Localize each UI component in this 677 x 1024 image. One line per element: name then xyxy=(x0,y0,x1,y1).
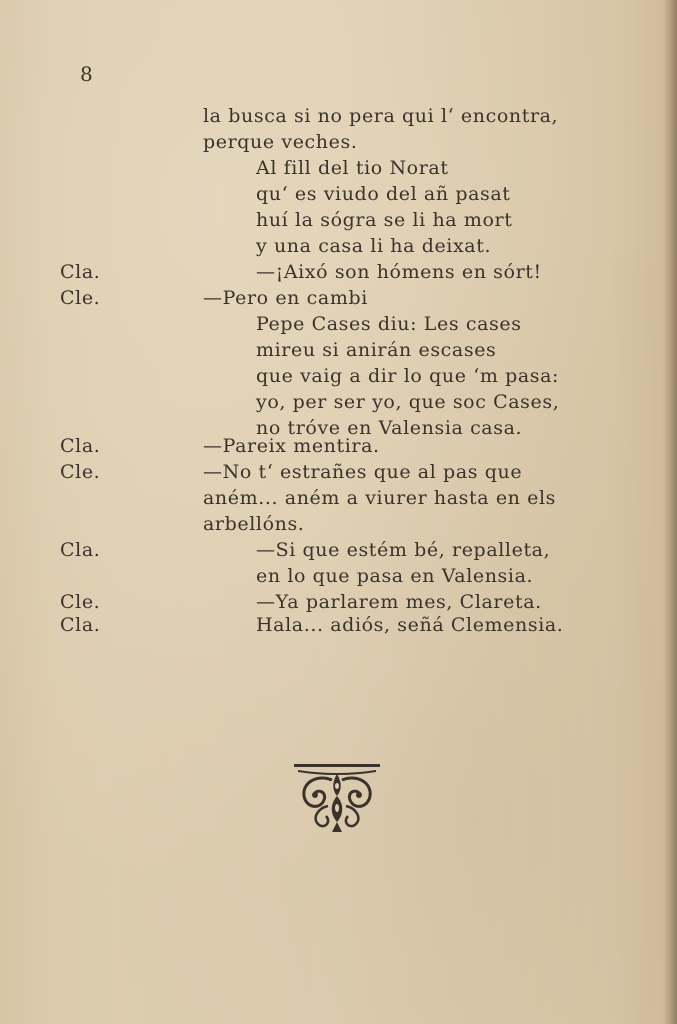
text-line: perque veches. xyxy=(203,131,358,153)
verse-line: yo, per ser yo, que soc Cases, xyxy=(256,391,560,413)
speaker-label: Cla. xyxy=(60,539,101,561)
speaker-label: Cle. xyxy=(60,461,101,483)
speaker-label: Cla. xyxy=(60,261,101,283)
dialogue-line: —Pareix mentira. xyxy=(203,435,380,457)
verse-line: mireu si anirán escases xyxy=(256,339,497,361)
text-line: aném... aném a viurer hasta en els xyxy=(203,487,557,509)
dialogue-line: —Si que estém bé, repalleta, xyxy=(256,539,551,561)
dialogue-line: —Ya parlarem mes, Clareta. xyxy=(256,591,542,613)
speaker-label: Cla. xyxy=(60,435,101,457)
speaker-label: Cla. xyxy=(60,614,101,636)
verse-line: que vaig a dir lo que ‘m pasa: xyxy=(256,365,560,387)
speaker-label: Cle. xyxy=(60,591,101,613)
page-number: 8 xyxy=(80,62,94,86)
verse-line: Al fill del tio Norat xyxy=(256,157,449,179)
text-line: la busca si no pera qui l‘ encontra, xyxy=(203,105,559,127)
page-edge-shadow xyxy=(663,0,677,1024)
verse-line: qu‘ es viudo del añ pasat xyxy=(256,183,511,205)
dialogue-line: —Pero en cambi xyxy=(203,287,368,309)
verse-line: en lo que pasa en Valensia. xyxy=(256,565,534,587)
dialogue-line: —¡Aixó son hómens en sórt! xyxy=(256,261,542,283)
text-line: arbellóns. xyxy=(203,513,305,535)
dialogue-line: —No t‘ estrañes que al pas que xyxy=(203,461,523,483)
verse-line: huí la sógra se li ha mort xyxy=(256,209,513,231)
verse-line: Pepe Cases diu: Les cases xyxy=(256,313,522,335)
speaker-label: Cle. xyxy=(60,287,101,309)
verse-line: no tróve en Valensia casa. xyxy=(256,417,523,439)
floral-fleuron-ornament-icon xyxy=(292,760,382,838)
dialogue-line: Hala... adiós, señá Clemensia. xyxy=(256,614,564,636)
verse-line: y una casa li ha deixat. xyxy=(256,235,492,257)
